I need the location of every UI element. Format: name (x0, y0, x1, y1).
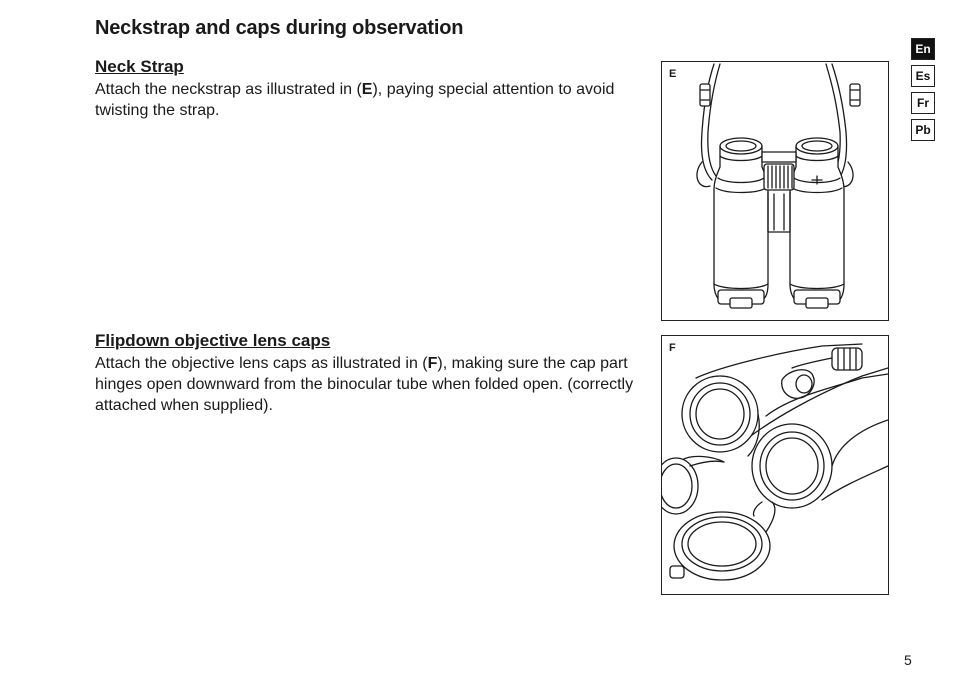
lens-caps-text-start: Attach the objective lens caps as illustrated in ( (95, 355, 428, 372)
page-number: 5 (904, 652, 912, 668)
figure-e (661, 61, 889, 321)
neck-strap-heading: Neck Strap (95, 57, 184, 76)
neck-strap-text-end: ), paying special attention to avoid twisting the strap. (95, 81, 615, 119)
lens-caps-heading: Flipdown objective lens caps (95, 331, 331, 350)
page-title: Neckstrap and caps during observation (95, 17, 464, 39)
figure-ref-f: F (427, 355, 438, 372)
objective-lens-caps-illustration (662, 336, 888, 594)
language-tabs (911, 38, 935, 146)
figure-f-label: F (669, 342, 676, 354)
lang-tab-es[interactable]: Es (911, 65, 935, 87)
lang-tab-en[interactable]: En (911, 38, 935, 60)
lens-caps-body (95, 353, 650, 416)
lang-tab-pb[interactable]: Pb (911, 119, 935, 141)
figure-e-label: E (669, 68, 677, 80)
neck-strap-body (95, 79, 650, 121)
lens-caps-text-end: ), making sure the cap part hinges open downward from the binocular tube when folded open. (correctly attached when supplied). (95, 355, 634, 414)
lang-tab-fr[interactable]: Fr (911, 92, 935, 114)
binoculars-neckstrap-illustration (662, 62, 888, 320)
figure-f (661, 335, 889, 595)
neck-strap-text-start: Attach the neckstrap as illustrated in ( (95, 81, 362, 98)
figure-ref-e: E (361, 81, 373, 98)
